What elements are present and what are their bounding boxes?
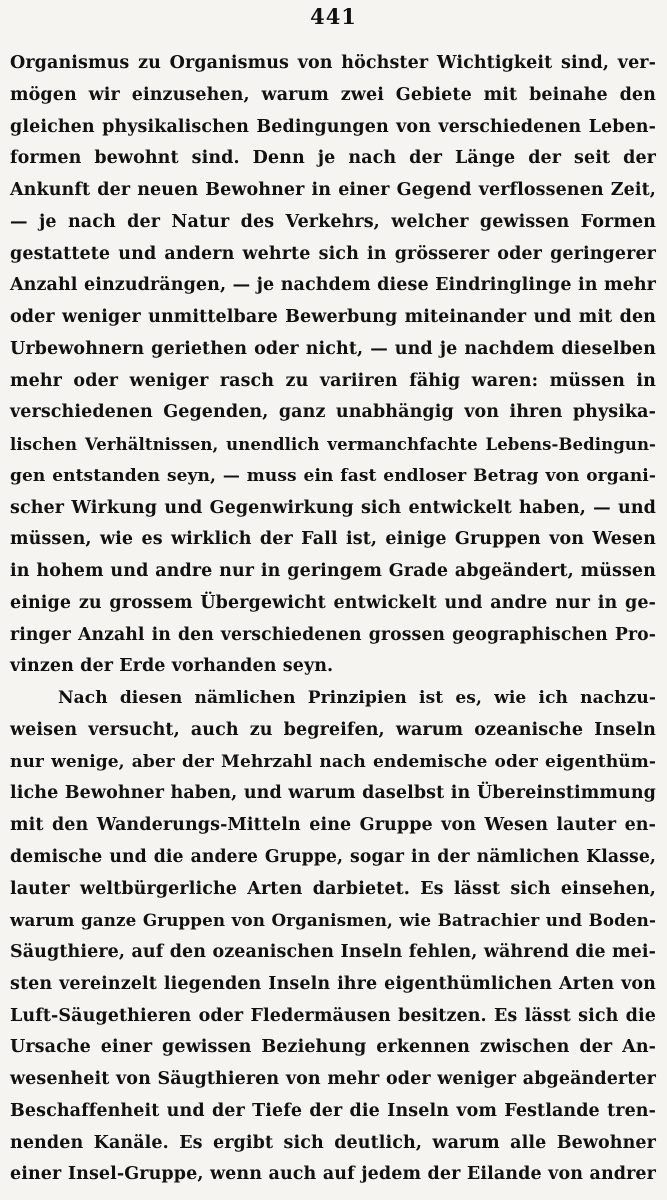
text-line: vinzen der Erde vorhanden seyn. xyxy=(10,656,334,677)
text-line: nenden Kanäle. Es ergibt sich deutlich, warum alle Bewohner xyxy=(10,1132,656,1153)
text-line: müssen, wie es wirklich der Fall ist, einige Gruppen von Wesen xyxy=(10,529,656,550)
text-line: Luft-Säugethieren oder Fledermäusen besitzen. Es lässt sich die xyxy=(10,1005,656,1026)
text-line: Anzahl einzudrängen, — je nachdem diese Eindringlinge in mehr xyxy=(10,275,656,296)
text-line: Ankunft der neuen Bewohner in einer Gegend verflossenen Zeit, xyxy=(10,180,656,200)
text-line: warum ganze Gruppen von Organismen, wie Batrachier und Boden- xyxy=(10,910,656,931)
text-line: verschiedenen Gegenden, ganz unabhängig von ihren physika- xyxy=(10,402,656,423)
text-line: in hohem und andre nur in geringem Grade abgeändert, müssen xyxy=(10,561,656,581)
text-line: — je nach der Natur des Verkehrs, welcher gewissen Formen xyxy=(10,211,656,232)
text-line: Säugthiere, auf den ozeanischen Inseln fehlen, während die mei- xyxy=(10,942,656,962)
text-line: Urbewohnern geriethen oder nicht, — und je nachdem dieselben xyxy=(10,338,656,359)
text-line: Ursache einer gewissen Beziehung erkennen zwischen der An- xyxy=(10,1037,656,1058)
paragraph-2 xyxy=(10,683,656,1191)
paragraph-1 xyxy=(10,48,656,683)
text-line: einer Insel-Gruppe, wenn auch auf jedem der Eilande von andrer xyxy=(10,1164,656,1185)
text-line: gleichen physikalischen Bedingungen von verschiedenen Leben- xyxy=(10,116,656,137)
text-line: oder weniger unmittelbare Bewerbung miteinander und mit den xyxy=(10,307,656,327)
text-line: gen entstanden seyn, — muss ein fast endloser Betrag von organi- xyxy=(10,465,656,486)
text-line: nur wenige, aber der Mehrzahl nach endemische oder eigenthüm- xyxy=(10,751,656,772)
body-text xyxy=(10,48,656,1191)
text-line: wesenheit von Säugthieren von mehr oder weniger abgeänderter xyxy=(10,1069,656,1089)
page-number: 441 xyxy=(310,4,357,29)
text-line: mit den Wanderungs-Mitteln eine Gruppe von Wesen lauter en- xyxy=(10,815,656,835)
text-line: scher Wirkung und Gegenwirkung sich entwickelt haben, — und xyxy=(10,497,656,518)
text-line: demische und die andere Gruppe, sogar in der nämlichen Klasse, xyxy=(10,846,656,867)
text-line: formen bewohnt sind. Denn je nach der Länge der seit der xyxy=(10,148,656,169)
text-line: ringer Anzahl in den verschiedenen grossen geographischen Pro- xyxy=(10,624,656,645)
text-line: einige zu grossem Übergewicht entwickelt und andre nur in ge- xyxy=(10,592,656,613)
text-line: gestattete und andern wehrte sich in grösserer oder geringerer xyxy=(10,243,656,264)
text-line: mehr oder weniger rasch zu variiren fähig waren: müssen in xyxy=(10,370,656,391)
text-line: lauter weltbürgerliche Arten darbietet. Es lässt sich einsehen, xyxy=(10,878,656,899)
text-line: weisen versucht, auch zu begreifen, warum ozeanische Inseln xyxy=(10,719,656,740)
text-line: Beschaffenheit und der Tiefe der die Inseln vom Festlande tren- xyxy=(10,1100,656,1121)
text-line: liche Bewohner haben, und warum daselbst in Übereinstimmung xyxy=(10,783,656,804)
text-line: sten vereinzelt liegenden Inseln ihre eigenthümlichen Arten von xyxy=(10,973,656,994)
text-line: Nach diesen nämlichen Prinzipien ist es, wie ich nachzu- xyxy=(58,688,656,708)
text-line: lischen Verhältnissen, unendlich vermanchfachte Lebens-Bedingun- xyxy=(10,435,656,454)
text-line: Organismus zu Organismus von höchster Wichtigkeit sind, ver- xyxy=(10,53,656,73)
text-line: mögen wir einzusehen, warum zwei Gebiete mit beinahe den xyxy=(10,84,656,105)
